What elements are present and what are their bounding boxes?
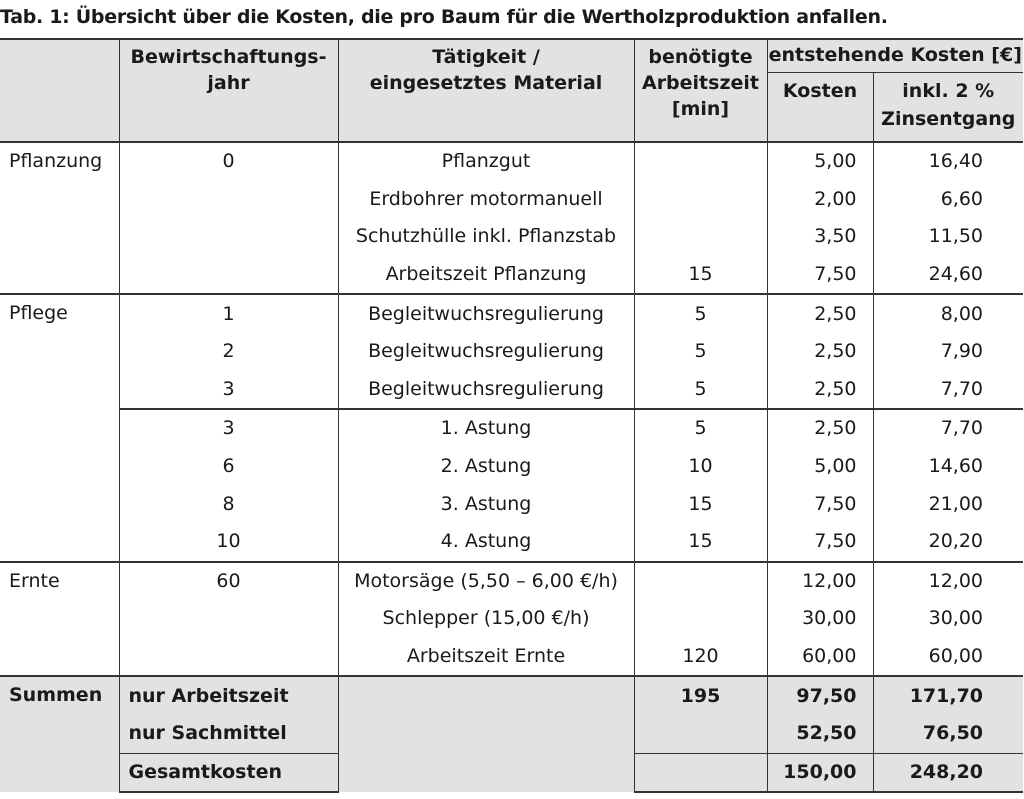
cell-year: 8 [119, 485, 338, 523]
cost-table [0, 38, 1023, 793]
totals-time: 195 [634, 676, 767, 715]
cell-time: 15 [634, 523, 767, 562]
cell-cost-interest: 12,00 [873, 562, 1023, 601]
cell-time [634, 562, 767, 601]
cell-activity: 1. Astung [338, 409, 634, 448]
totals-cost: 97,50 [767, 676, 873, 715]
cell-cost: 2,00 [767, 181, 873, 219]
cell-cost-interest: 11,50 [873, 218, 1023, 256]
cell-activity: 3. Astung [338, 485, 634, 523]
cell-cost-interest: 7,90 [873, 333, 1023, 371]
table-row [0, 142, 1023, 181]
header-phase [0, 39, 119, 142]
cell-cost-interest: 16,40 [873, 142, 1023, 181]
table-row [0, 638, 1023, 677]
cell-time: 5 [634, 294, 767, 333]
cell-year: 10 [119, 523, 338, 562]
cell-time [634, 218, 767, 256]
cell-cost-interest: 7,70 [873, 371, 1023, 410]
totals-cost-interest: 171,70 [873, 676, 1023, 715]
totals-row-label: Gesamtkosten [119, 753, 338, 792]
totals-cost-interest: 248,20 [873, 753, 1023, 792]
table-caption: Tab. 1: Übersicht über die Kosten, die pro Baum für die Wertholzproduktion anfallen. [0, 6, 888, 28]
cell-year [119, 218, 338, 256]
table-body [0, 142, 1023, 676]
cell-time: 5 [634, 371, 767, 410]
table-row [0, 218, 1023, 256]
cell-activity: Begleitwuchsregulierung [338, 371, 634, 410]
table-row [0, 371, 1023, 410]
cell-time: 15 [634, 485, 767, 523]
cell-time [634, 142, 767, 181]
cell-cost-interest: 60,00 [873, 638, 1023, 677]
table-row [0, 333, 1023, 371]
cell-time: 10 [634, 448, 767, 486]
header-costs-interest: inkl. 2 % Zinsentgang [873, 73, 1023, 143]
table-row [0, 181, 1023, 219]
table-row [0, 562, 1023, 601]
cell-year [119, 256, 338, 295]
totals-empty-cell [338, 676, 634, 792]
header-costs: Kosten [767, 73, 873, 143]
cell-year: 3 [119, 371, 338, 410]
cell-activity: Motorsäge (5,50 – 6,00 €/h) [338, 562, 634, 601]
cell-activity: 4. Astung [338, 523, 634, 562]
totals-cost-interest: 76,50 [873, 715, 1023, 753]
cell-activity: Begleitwuchsregulierung [338, 333, 634, 371]
cell-activity: Begleitwuchsregulierung [338, 294, 634, 333]
cell-cost-interest: 24,60 [873, 256, 1023, 295]
cell-time [634, 600, 767, 638]
cell-year [119, 638, 338, 677]
cell-activity: Arbeitszeit Pflanzung [338, 256, 634, 295]
cell-cost: 7,50 [767, 523, 873, 562]
totals-row-label: nur Sachmittel [119, 715, 338, 753]
cell-cost-interest: 6,60 [873, 181, 1023, 219]
cell-cost: 5,00 [767, 448, 873, 486]
cell-cost: 2,50 [767, 371, 873, 410]
cell-cost-interest: 14,60 [873, 448, 1023, 486]
cell-year: 0 [119, 142, 338, 181]
cell-year: 2 [119, 333, 338, 371]
table-row [0, 448, 1023, 486]
cell-year: 1 [119, 294, 338, 333]
cell-time: 5 [634, 409, 767, 448]
cell-cost: 2,50 [767, 409, 873, 448]
cell-activity: Erdbohrer motormanuell [338, 181, 634, 219]
cell-cost: 3,50 [767, 218, 873, 256]
cell-phase: Pflanzung [0, 142, 119, 294]
cell-cost: 60,00 [767, 638, 873, 677]
cell-cost: 7,50 [767, 256, 873, 295]
totals-cost: 150,00 [767, 753, 873, 792]
totals-time [634, 753, 767, 792]
cell-time [634, 181, 767, 219]
cell-time: 5 [634, 333, 767, 371]
cell-cost: 12,00 [767, 562, 873, 601]
table-row [0, 485, 1023, 523]
cell-time: 15 [634, 256, 767, 295]
table-row [0, 294, 1023, 333]
header-costs-group: entstehende Kosten [€] [767, 39, 1023, 73]
cell-cost-interest: 30,00 [873, 600, 1023, 638]
header-year: Bewirtschaftungs- jahr [119, 39, 338, 142]
cell-phase: Ernte [0, 562, 119, 677]
cell-cost: 7,50 [767, 485, 873, 523]
cell-phase: Pflege [0, 294, 119, 561]
totals-time [634, 715, 767, 753]
cell-cost-interest: 8,00 [873, 294, 1023, 333]
table-totals [0, 676, 1023, 792]
table-header [0, 39, 1023, 142]
cell-time: 120 [634, 638, 767, 677]
cell-year: 6 [119, 448, 338, 486]
cell-year: 60 [119, 562, 338, 601]
cell-year: 3 [119, 409, 338, 448]
cell-cost: 2,50 [767, 294, 873, 333]
cell-activity: Schlepper (15,00 €/h) [338, 600, 634, 638]
totals-row-label: nur Arbeitszeit [119, 676, 338, 715]
table-row [0, 523, 1023, 562]
cell-cost: 2,50 [767, 333, 873, 371]
cell-cost: 5,00 [767, 142, 873, 181]
table-row [0, 409, 1023, 448]
table-row [0, 256, 1023, 295]
totals-cost: 52,50 [767, 715, 873, 753]
cell-cost: 30,00 [767, 600, 873, 638]
table-row [0, 600, 1023, 638]
cell-cost-interest: 7,70 [873, 409, 1023, 448]
cell-year [119, 181, 338, 219]
cell-cost-interest: 21,00 [873, 485, 1023, 523]
header-activity: Tätigkeit / eingesetztes Material [338, 39, 634, 142]
totals-label: Summen [0, 676, 119, 792]
cell-activity: Schutzhülle inkl. Pflanzstab [338, 218, 634, 256]
cell-activity: 2. Astung [338, 448, 634, 486]
cell-activity: Arbeitszeit Ernte [338, 638, 634, 677]
cell-cost-interest: 20,20 [873, 523, 1023, 562]
cell-activity: Pflanzgut [338, 142, 634, 181]
header-time: benötigte Arbeitszeit [min] [634, 39, 767, 142]
cell-year [119, 600, 338, 638]
